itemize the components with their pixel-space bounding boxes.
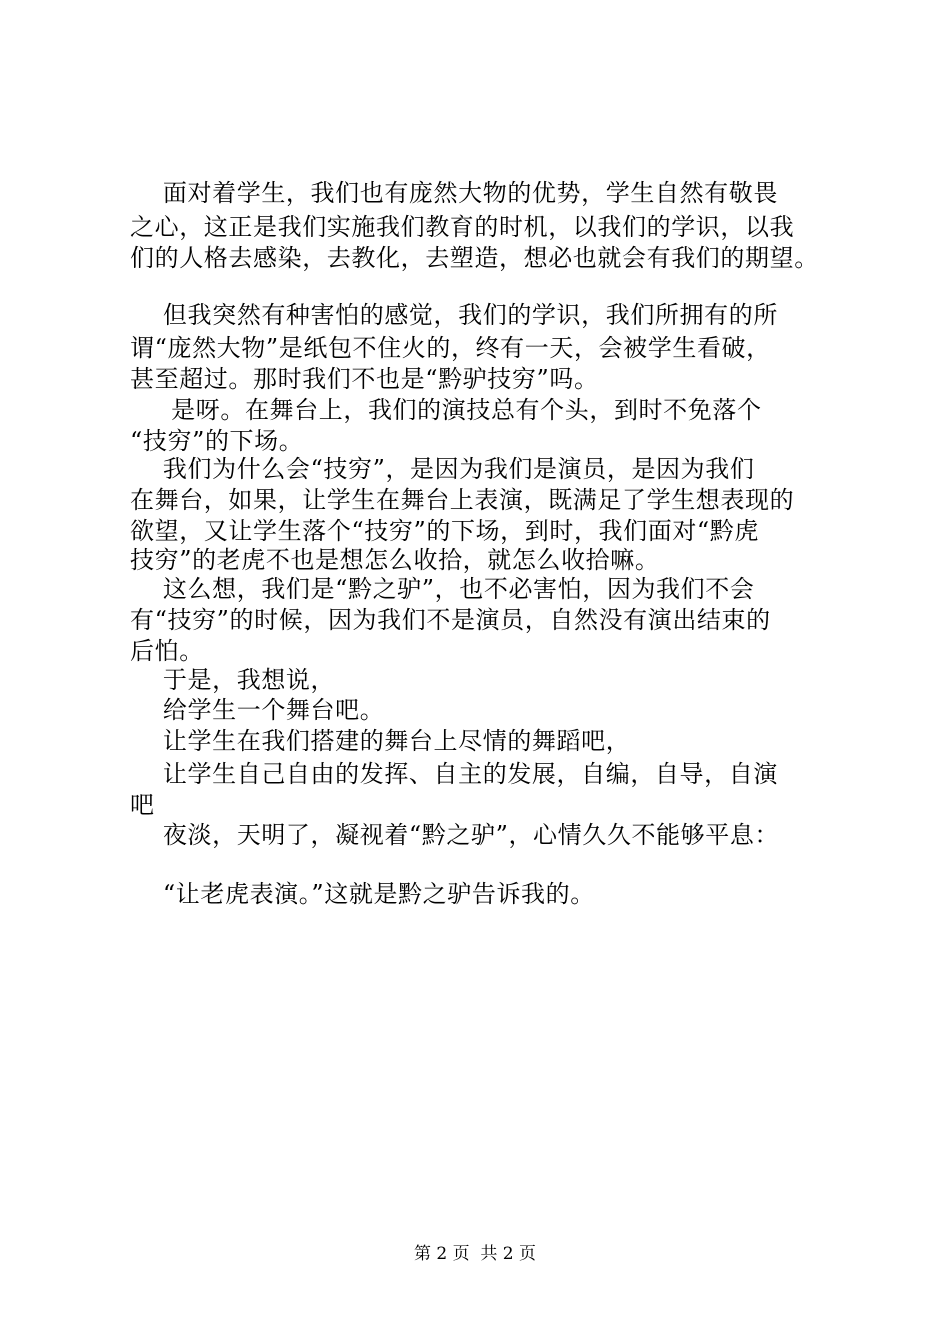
text-line: “技穷”的下场。 xyxy=(130,427,304,455)
text-line: 让学生在我们搭建的舞台上尽情的舞蹈吧， xyxy=(130,727,631,755)
text-line: 这么想，我们是“黔之驴”，也不必害怕，因为我们不会 xyxy=(130,575,755,603)
text-line: 甚至超过。那时我们不也是“黔驴技穷”吗。 xyxy=(130,365,599,393)
text-line: 于是，我想说， xyxy=(130,666,336,694)
text-line: “让老虎表演。”这就是黔之驴告诉我的。 xyxy=(130,880,595,908)
text-line: 谓“庞然大物”是纸包不住火的，终有一天，会被学生看破， xyxy=(130,334,771,362)
text-line: 是呀。在舞台上，我们的演技总有个头，到时不免落个 xyxy=(130,396,762,424)
text-line: 让学生自己自由的发挥、自主的发展，自编，自导，自演 xyxy=(130,760,778,788)
text-line: 但我突然有种害怕的感觉，我们的学识，我们所拥有的所 xyxy=(130,301,778,329)
text-line: 夜淡，天明了，凝视着“黔之驴”，心情久久不能够平息： xyxy=(130,821,780,849)
page-number-footer: 第 2 页 共 2 页 xyxy=(413,1244,537,1264)
text-line: 给学生一个舞台吧。 xyxy=(130,696,385,724)
text-line: 技穷”的老虎不也是想怎么收拾，就怎么收拾嘛。 xyxy=(130,546,660,574)
text-line: 们的人格去感染，去教化，去塑造，想必也就会有我们的期望。 xyxy=(130,244,819,272)
text-line: 之心，这正是我们实施我们教育的时机，以我们的学识，以我 xyxy=(130,213,795,241)
text-line: 我们为什么会“技穷”，是因为我们是演员，是因为我们 xyxy=(130,455,755,483)
text-line: 欲望，又让学生落个“技穷”的下场，到时，我们面对“黔虎 xyxy=(130,517,760,545)
text-line: 面对着学生，我们也有庞然大物的优势，学生自然有敬畏 xyxy=(130,179,778,207)
text-line: 有“技穷”的时候，因为我们不是演员，自然没有演出结束的 xyxy=(130,606,771,634)
text-line: 吧 xyxy=(130,791,155,819)
text-line: 在舞台，如果，让学生在舞台上表演，既满足了学生想表现的 xyxy=(130,486,795,514)
text-line: 后怕。 xyxy=(130,637,204,665)
